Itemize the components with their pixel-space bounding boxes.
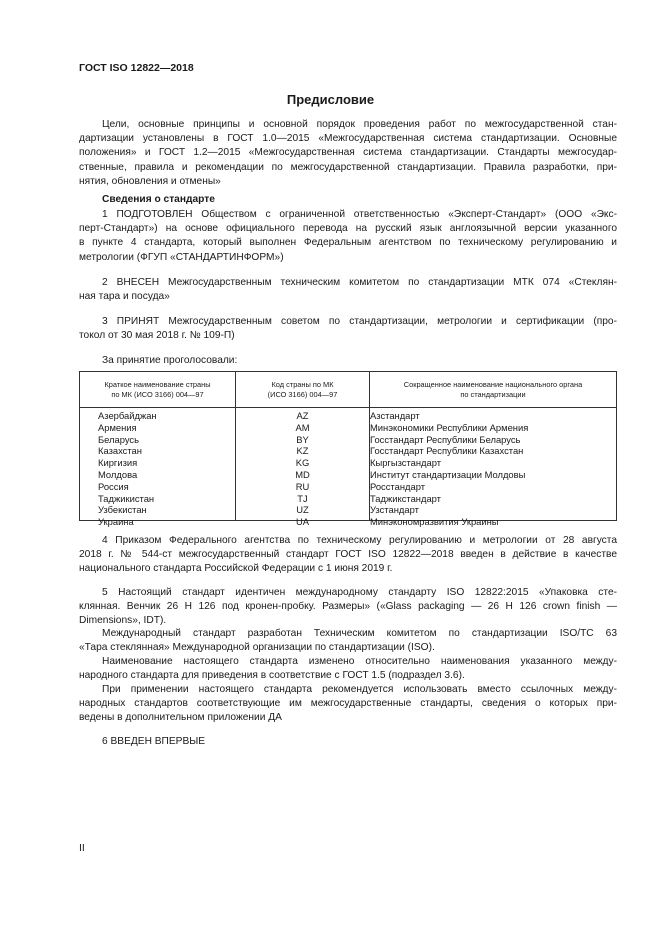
item-4-paragraph bbox=[79, 534, 617, 577]
document-header: ГОСТ ISO 12822—2018 bbox=[79, 62, 194, 74]
table-cell: AZ bbox=[296, 410, 309, 421]
table-cell: Азстандарт bbox=[370, 410, 420, 421]
text-line: 5 Настоящий стандарт идентичен международному стандарту ISO 12822:2015 «Упаковка сте- bbox=[102, 587, 617, 598]
table-header-country: Краткое наименование страны по МК (ИСО 3166) 004—97 bbox=[104, 380, 211, 399]
text-line: Цели, основные принципы и основной порядок проведения работ по межгосударственной стан- bbox=[102, 119, 617, 130]
text-line: в пункте 4 стандарта, который выполнен Федеральным агентством по техническому регулированию и bbox=[79, 237, 617, 249]
text-line: нятия, обновления и отмены» bbox=[79, 175, 221, 187]
name-change-paragraph bbox=[79, 655, 617, 683]
table-header-body: Сокращенное наименование национального органа по стандартизации bbox=[403, 380, 583, 399]
table-cell: Таджикстандарт bbox=[370, 492, 441, 504]
text-line: метрологии (ФГУП «СТАНДАРТИНФОРМ») bbox=[79, 251, 284, 263]
table-cell: BY bbox=[296, 433, 309, 445]
page-number: II bbox=[79, 842, 85, 854]
text-line: 2 ВНЕСЕН Межгосударственным техническим комитетом по стандартизации МТК 074 «Стеклян- bbox=[102, 277, 617, 288]
text-line: дартизации установлены в ГОСТ 1.0—2015 «Межгосударственная система стандартизации. Основные bbox=[79, 133, 617, 145]
text-line: положения» и ГОСТ 1.2—2015 «Межгосударственная система стандартизации. Стандарты межгосудар- bbox=[79, 147, 617, 159]
text-line: Наименование настоящего стандарта изменено относительно наименования указанного между- bbox=[102, 656, 617, 667]
text-line: перт-Стандарт») на основе официального перевода на русский язык англоязычной версии указанного bbox=[79, 223, 617, 235]
item-1-paragraph bbox=[79, 208, 617, 265]
table-cell: TJ bbox=[297, 492, 308, 504]
text-line: токол от 30 мая 2018 г. № 109-П) bbox=[79, 330, 235, 342]
table-cell: Азербайджан bbox=[98, 410, 157, 421]
references-paragraph bbox=[79, 683, 617, 726]
table-cell: Росстандарт bbox=[370, 480, 425, 492]
item-2-paragraph bbox=[79, 276, 617, 304]
table-cell: KG bbox=[295, 457, 310, 469]
table-header-rule bbox=[80, 407, 616, 408]
text-line: 4 Приказом Федерального агентства по техническому регулированию и метрологии от 28 августа bbox=[102, 535, 617, 546]
code-column bbox=[236, 410, 369, 528]
text-line: При применении настоящего стандарта рекомендуется использовать вместо ссылочных между- bbox=[102, 684, 617, 695]
text-line: ведены в дополнительном приложении ДА bbox=[79, 712, 282, 724]
table-cell: Кыргызстандарт bbox=[370, 457, 442, 469]
country-column bbox=[98, 410, 157, 528]
text-line: народного стандарта для приведения в соответствие с ГОСТ 1.5 (подраздел 3.6). bbox=[79, 670, 465, 682]
text-line: национального стандарта Российской Федерации с 1 июня 2019 г. bbox=[79, 563, 393, 575]
text-line: ственные, правила и рекомендации по межгосударственной стандартизации. Правила разработки, при- bbox=[79, 161, 617, 173]
voted-label: За принятие проголосовали: bbox=[102, 355, 238, 366]
text-line: Dimensions», IDT). bbox=[79, 615, 167, 627]
voting-table bbox=[79, 371, 617, 528]
body-column bbox=[370, 410, 528, 528]
text-line: 2018 г. № 544-ст межгосударственный стандарт ГОСТ ISO 12822—2018 введен в действие в качестве bbox=[79, 549, 617, 561]
text-line: «Тара стеклянная» Международной организации по стандартизации (ISO). bbox=[79, 642, 435, 654]
table-cell: KZ bbox=[296, 445, 309, 457]
table-cell: MD bbox=[295, 468, 310, 480]
item-5-paragraph bbox=[79, 586, 617, 629]
table-cell: Беларусь bbox=[98, 433, 140, 445]
intl-standard-paragraph bbox=[79, 627, 617, 655]
text-line: ная тара и посуда» bbox=[79, 291, 170, 303]
table-cell: Госстандарт Республики Беларусь bbox=[370, 433, 521, 445]
table-cell: Узстандарт bbox=[370, 504, 419, 516]
table-header-code: Код страны по МК (ИСО 3166) 004—97 bbox=[267, 380, 338, 399]
table-cell: Госстандарт Республики Казахстан bbox=[370, 445, 524, 457]
table-cell: AM bbox=[295, 421, 310, 433]
text-line: 3 ПРИНЯТ Межгосударственным советом по стандартизации, метрологии и сертификации (про- bbox=[102, 316, 617, 327]
table-cell: Молдова bbox=[98, 468, 138, 480]
table-cell: Минэкономразвития Украины bbox=[370, 516, 499, 528]
table-cell: UZ bbox=[296, 504, 309, 516]
table-cell: Узбекистан bbox=[98, 504, 147, 516]
table-cell: Армения bbox=[98, 421, 137, 433]
table-cell: Казахстан bbox=[98, 445, 142, 457]
table-cell: Таджикистан bbox=[98, 492, 155, 504]
text-line: клянная. Венчик 26 Н 126 под кронен-пробку. Размеры» («Glass packaging — 26 H 126 crown finish — bbox=[79, 601, 617, 613]
table-cell: Россия bbox=[98, 480, 129, 492]
table-cell: UA bbox=[295, 516, 310, 528]
subheading: Сведения о стандарте bbox=[102, 194, 215, 205]
text-line: Международный стандарт разработан Техническим комитетом по стандартизации ISO/TC 63 bbox=[102, 628, 617, 639]
table-cell: Институт стандартизации Молдовы bbox=[370, 468, 526, 480]
table-cell: Киргизия bbox=[98, 457, 138, 469]
intro-paragraph bbox=[79, 118, 617, 189]
text-line: народных стандартов соответствующие им межгосударственные стандарты, сведения о которых при- bbox=[79, 698, 617, 710]
table-cell: Украина bbox=[98, 516, 134, 528]
table-cell: Минэкономики Республики Армения bbox=[370, 421, 529, 433]
table-cell: RU bbox=[295, 480, 310, 492]
text-line: 1 ПОДГОТОВЛЕН Обществом с ограниченной ответственностью «Эксперт-Стандарт» (ООО «Экс- bbox=[102, 209, 617, 220]
item-3-paragraph bbox=[79, 315, 617, 343]
section-title: Предисловие bbox=[286, 92, 375, 107]
item-6-paragraph: 6 ВВЕДЕН ВПЕРВЫЕ bbox=[102, 736, 206, 747]
